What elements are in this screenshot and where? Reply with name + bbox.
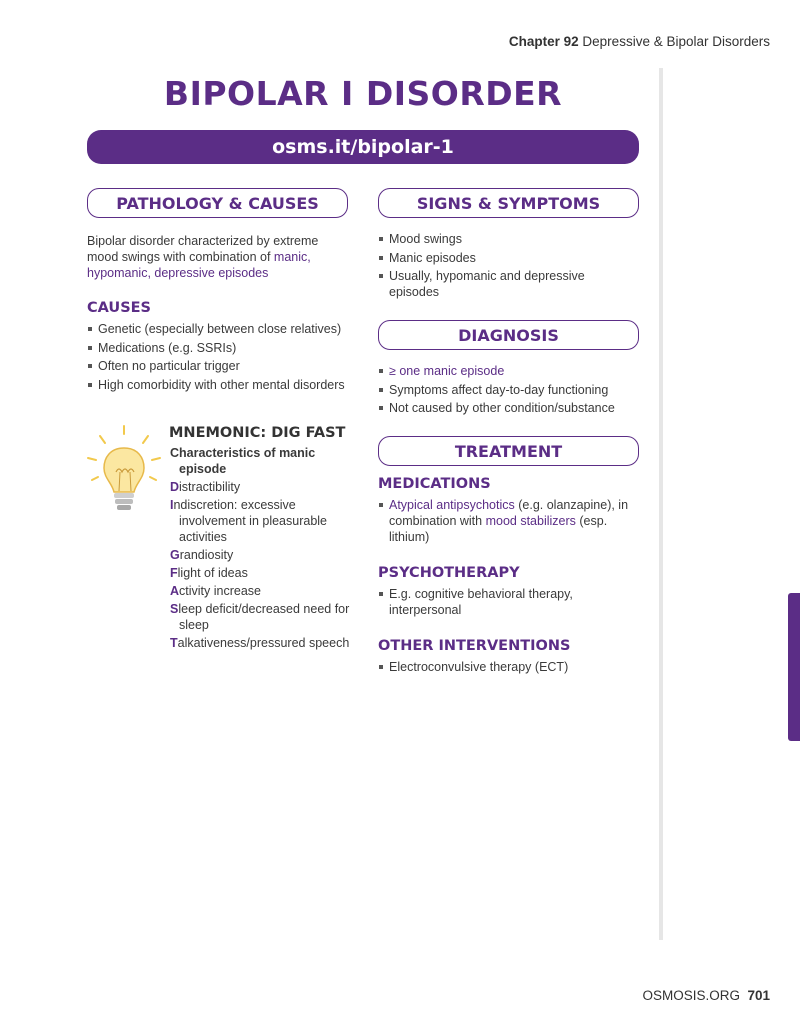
diagnosis-list xyxy=(378,363,638,419)
list-item xyxy=(170,601,350,633)
list-item: E.g. cognitive behavioral therapy, interpersonal xyxy=(378,586,628,618)
mnemonic-text: ctivity increase xyxy=(179,584,262,598)
mnemonic-letter: F xyxy=(170,566,178,580)
mnemonic-text: alkativeness/pressured speech xyxy=(177,636,350,650)
url-link[interactable]: osms.it/bipolar-1 xyxy=(272,136,454,158)
medications-text: (e.g. olanzapine), in combination with xyxy=(389,498,629,528)
side-divider xyxy=(659,68,663,940)
mnemonic-letter: T xyxy=(170,636,178,650)
mnemonic-list xyxy=(170,445,350,653)
treatment-heading-label: TREATMENT xyxy=(454,441,563,461)
list-item: Electroconvulsive therapy (ECT) xyxy=(378,659,628,675)
chapter-number: Chapter 92 xyxy=(508,34,579,49)
page-footer xyxy=(642,988,770,1003)
list-item: Manic episodes xyxy=(378,250,633,266)
medications-text-end: (esp. lithium) xyxy=(389,514,608,544)
mnemonic-letter: D xyxy=(170,480,180,494)
chapter-title: Depressive & Bipolar Disorders xyxy=(582,34,770,49)
mnemonic-subtitle: Characteristics of manic episode xyxy=(170,446,316,476)
psychotherapy-list xyxy=(378,586,628,621)
atypical-antipsychotics-link[interactable]: Atypical antipsychotics xyxy=(389,498,515,512)
chapter-tab xyxy=(788,593,800,741)
causes-list xyxy=(87,321,357,395)
list-item xyxy=(378,363,638,379)
manic-episode-link[interactable]: ≥ one manic episode xyxy=(389,364,505,378)
list-item xyxy=(170,547,350,563)
page-title: BIPOLAR I DISORDER xyxy=(163,74,563,113)
chapter-header xyxy=(509,34,770,49)
pathology-intro-text: Bipolar disorder characterized by extreme mood swings with combination of xyxy=(87,234,319,264)
other-interventions-heading: OTHER INTERVENTIONS xyxy=(378,638,571,654)
list-item xyxy=(170,497,350,545)
medications-list xyxy=(378,497,640,548)
mnemonic-text: ndiscretion: excessive involvement in pleasurable activities xyxy=(173,498,328,544)
list-item: Usually, hypomanic and depressive episodes xyxy=(378,268,633,300)
list-item xyxy=(170,479,350,495)
episodes-link[interactable]: manic, hypomanic, depressive episodes xyxy=(87,250,311,280)
diagnosis-heading xyxy=(378,320,639,350)
signs-heading xyxy=(378,188,639,218)
mnemonic-text: randiosity xyxy=(179,548,234,562)
page-number: 701 xyxy=(747,988,770,1003)
mnemonic-letter: G xyxy=(170,548,180,562)
mnemonic-letter: I xyxy=(170,498,174,512)
lightbulb-icon xyxy=(84,422,164,522)
list-item xyxy=(170,565,350,581)
pathology-heading-label: PATHOLOGY & CAUSES xyxy=(116,193,319,213)
list-item: Medications (e.g. SSRIs) xyxy=(87,340,357,356)
list-item xyxy=(170,583,350,599)
signs-list xyxy=(378,231,633,303)
mood-stabilizers-link[interactable]: mood stabilizers xyxy=(485,514,576,528)
signs-heading-label: SIGNS & SYMPTOMS xyxy=(416,193,601,213)
treatment-heading xyxy=(378,436,639,466)
list-item: Symptoms affect day-to-day functioning xyxy=(378,382,638,398)
causes-heading: CAUSES xyxy=(87,300,151,316)
list-item xyxy=(378,497,640,545)
pathology-heading xyxy=(87,188,348,218)
mnemonic-letter: S xyxy=(170,602,179,616)
mnemonic-letter: A xyxy=(170,584,180,598)
mnemonic-heading: MNEMONIC: DIG FAST xyxy=(169,425,346,441)
diagnosis-heading-label: DIAGNOSIS xyxy=(458,325,559,345)
psychotherapy-heading: PSYCHOTHERAPY xyxy=(378,565,520,581)
list-item: Mood swings xyxy=(378,231,633,247)
mnemonic-text: istractibility xyxy=(179,480,241,494)
other-interventions-list xyxy=(378,659,628,678)
medications-heading: MEDICATIONS xyxy=(378,476,491,492)
url-banner[interactable] xyxy=(87,130,639,164)
mnemonic-text: light of ideas xyxy=(177,566,248,580)
pathology-intro xyxy=(87,233,342,281)
mnemonic-text: leep deficit/decreased need for sleep xyxy=(178,602,350,632)
list-item: Genetic (especially between close relatives) xyxy=(87,321,357,337)
list-item: High comorbidity with other mental disorders xyxy=(87,377,357,393)
list-item: Often no particular trigger xyxy=(87,358,357,374)
site-name: OSMOSIS.ORG xyxy=(642,988,740,1003)
list-item xyxy=(170,635,350,651)
list-item: Not caused by other condition/substance xyxy=(378,400,638,416)
